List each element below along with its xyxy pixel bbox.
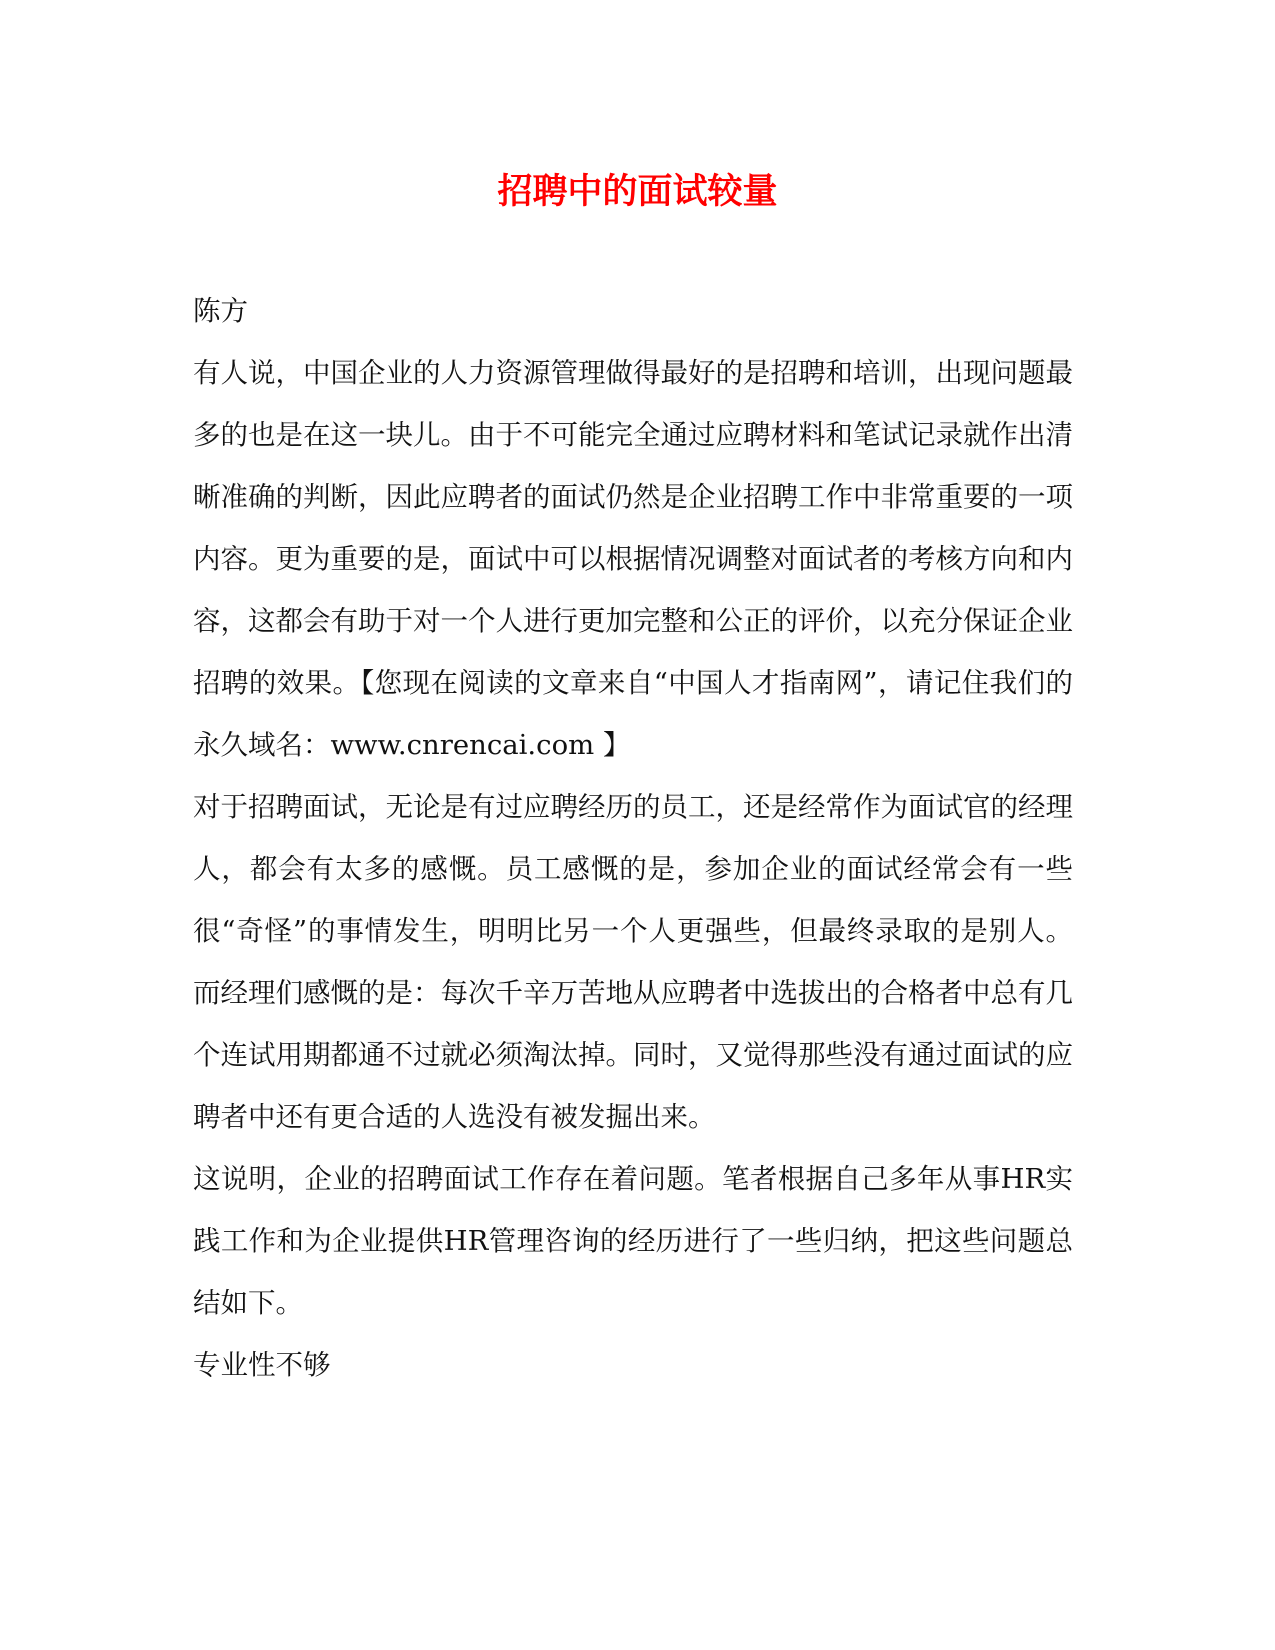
paragraph-intro: 有人说，中国企业的人力资源管理做得最好的是招聘和培训，出现问题最多的也是在这一块儿。由于不可能完全通过应聘材料和笔试记录就作出清晰准确的判断，因此应聘者的面试仍然是企业招聘工作中非常重要的一项内容。更为重要的是，面试中可以根据情况调整对面试者的考核方向和内容，这都会有助于对一个人进行更加完整和公正的评价，以充分保证企业招聘的效果。【您现在阅读的文章来自“中国人才指南网”，请记住我们的永久域名：www.cnrencai.com 】: [193, 357, 1073, 761]
document-body: [193, 280, 1073, 1396]
section-heading: 专业性不够: [193, 1349, 331, 1381]
author-name: 陈方: [193, 295, 248, 327]
document-title: 招聘中的面试较量: [497, 171, 778, 212]
paragraph-feelings: 对于招聘面试，无论是有过应聘经历的员工，还是经常作为面试官的经理人，都会有太多的感慨。员工感慨的是，参加企业的面试经常会有一些很“奇怪”的事情发生，明明比另一个人更强些，但最终录取的是别人。而经理们感慨的是：每次千辛万苦地从应聘者中选拔出的合格者中总有几个连试用期都通不过就必须淘汰掉。同时，又觉得那些没有通过面试的应聘者中还有更合适的人选没有被发掘出来。: [193, 791, 1073, 1133]
paragraph-summary: 这说明，企业的招聘面试工作存在着问题。笔者根据自己多年从事HR实践工作和为企业提供HR管理咨询的经历进行了一些归纳，把这些问题总结如下。: [193, 1163, 1073, 1319]
